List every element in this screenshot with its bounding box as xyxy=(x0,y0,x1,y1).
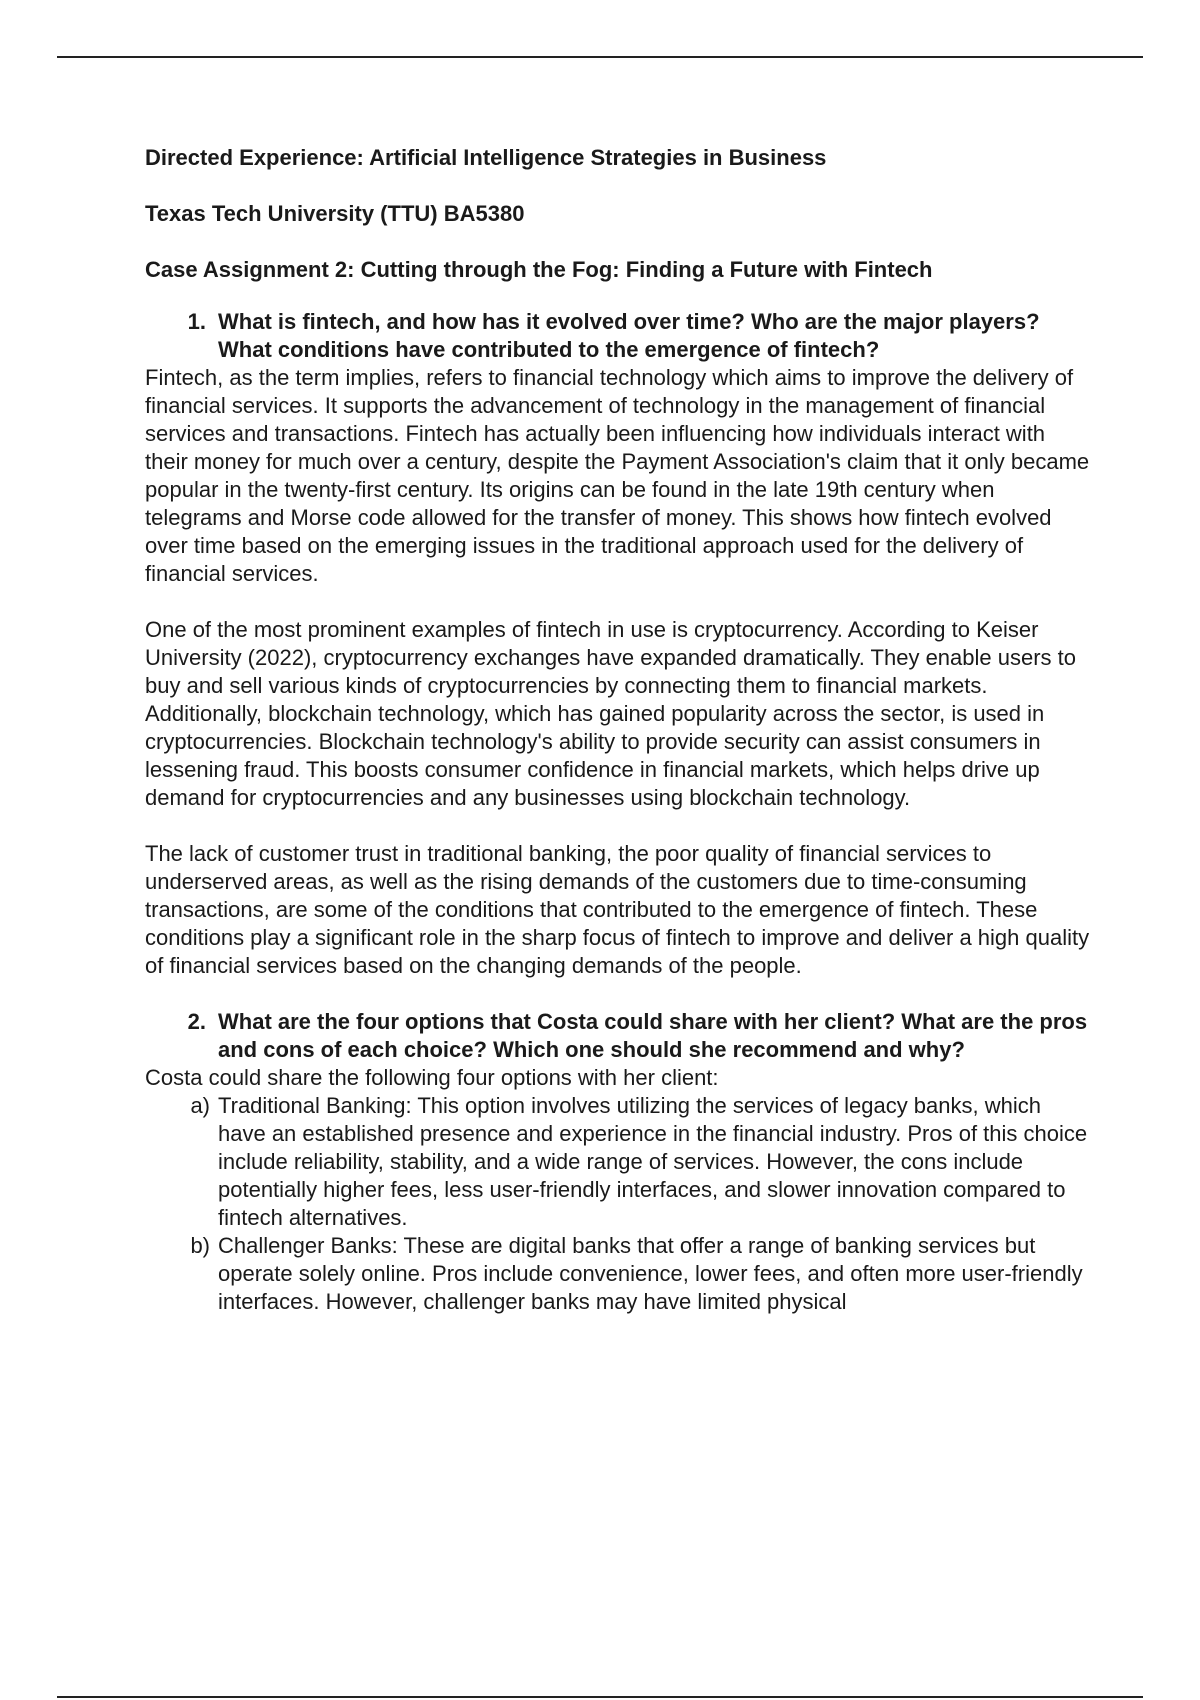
document-body xyxy=(145,144,1090,1316)
question-2 xyxy=(145,1008,1090,1064)
answer-1-paragraph-3: The lack of customer trust in traditional banking, the poor quality of financial services to underserved areas, as well as the rising demands of the customers due to time-consuming transactions, are some of the conditions that contributed to the emergence of fintech. These conditions play a significant role in the sharp focus of fintech to improve and deliver a high quality of financial services based on the changing demands of the people. xyxy=(145,841,1090,978)
question-1 xyxy=(145,308,1090,364)
question-1-text: What is fintech, and how has it evolved over time? Who are the major players? What conditions have contributed to the emergence of fintech? xyxy=(218,309,1040,362)
answer-1-paragraph-1: Fintech, as the term implies, refers to financial technology which aims to improve the delivery of financial services. It supports the advancement of technology in the management of financial services and transactions. Fintech has actually been influencing how individuals interact with their money for much over a century, despite the Payment Association's claim that it only became popular in the twenty-first century. Its origins can be found in the late 19th century when telegrams and Morse code allowed for the transfer of money. This shows how fintech evolved over time based on the emerging issues in the traditional approach used for the delivery of financial services. xyxy=(145,365,1090,586)
option-b-text: Challenger Banks: These are digital banks that offer a range of banking services but operate solely online. Pros include convenience, lower fees, and often more user-friendly interfaces. However, challenger banks may have limited physical xyxy=(218,1233,1083,1314)
option-a-label: a) xyxy=(190,1093,210,1118)
bottom-rule xyxy=(57,1696,1143,1698)
university-line: Texas Tech University (TTU) BA5380 xyxy=(145,201,525,226)
option-b-label: b) xyxy=(190,1233,210,1258)
question-1-number: 1. xyxy=(187,309,206,334)
question-2-number: 2. xyxy=(187,1009,206,1034)
option-a-text: Traditional Banking: This option involves utilizing the services of legacy banks, which have an established presence and experience in the financial industry. Pros of this choice include reliability, stability, and a wide range of services. However, the cons include potentially higher fees, less user-friendly interfaces, and slower innovation compared to fintech alternatives. xyxy=(218,1093,1088,1230)
question-2-text: What are the four options that Costa could share with her client? What are the pros and cons of each choice? Which one should she recommend and why? xyxy=(218,1009,1088,1062)
top-rule xyxy=(57,56,1143,58)
option-b xyxy=(145,1232,1090,1316)
answer-1-paragraph-2: One of the most prominent examples of fintech in use is cryptocurrency. According to Keiser University (2022), cryptocurrency exchanges have expanded dramatically. They enable users to buy and sell various kinds of cryptocurrencies by connecting them to financial markets. Additionally, blockchain technology, which has gained popularity across the sector, is used in cryptocurrencies. Blockchain technology's ability to provide security can assist consumers in lessening fraud. This boosts consumer confidence in financial markets, which helps drive up demand for cryptocurrencies and any businesses using blockchain technology. xyxy=(145,617,1077,810)
option-a xyxy=(145,1092,1090,1232)
assignment-title: Case Assignment 2: Cutting through the Fog: Finding a Future with Fintech xyxy=(145,257,933,282)
answer-2-intro: Costa could share the following four options with her client: xyxy=(145,1065,719,1090)
course-title: Directed Experience: Artificial Intelligence Strategies in Business xyxy=(145,145,827,170)
